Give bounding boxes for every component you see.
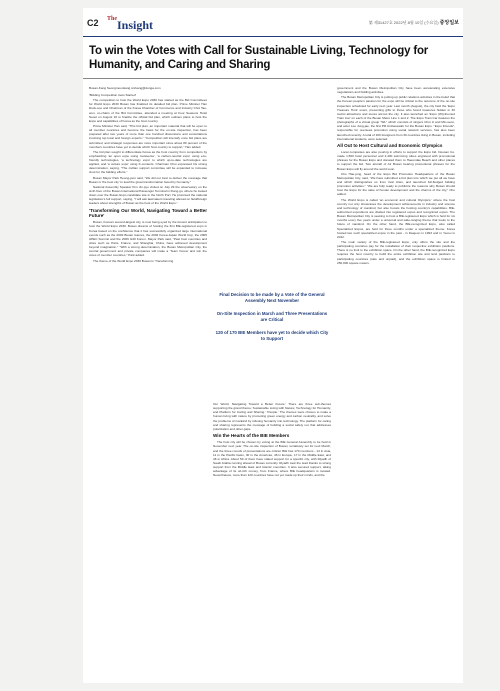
paragraph: Cho Hae-jong, head of the Expo Bid Promotion Headquarters of the Busan Metropolitan City, said, "We have submitted a bid plan into which we put all we have and which distinguishes us from rival cities, and launched full-fledged bidding promotion activities." "We are fully ready to publicize the reasons why Busan should host the Expo for the sake of human development and the charms of the city," Cho added. [337,171,455,197]
masthead [83,18,463,36]
paragraph: The competition to host the World Expo 2030 has started as the Bid Committees for World Expo 2030 Busan has finalized its detailed bid plan. Prime Minister Han Duck-soo and Chairman of the Korea Chamber of Commerce and Industry Choi Tae-won, co-chairs of the Bid Committee, attended a meeting at Four Seasons Hotel Seoul on August 10 to finalize the official bid plan, which outlines plans to host the Expo and capabilities of Korea as the host country. [89,98,207,123]
paragraph: Local companies are also pouring in efforts to support the Expo bid. Doosan Co. made 1,500 hotel personnel and 2,400 swimming tubes engraved with promotional phrases for the Busan Expo and donated them to Haeundae Beach and other places to support the bid. Two aircraft of Air Busan bearing promotional phrases for the Busan Expo will fly around the world soon. [337,150,455,171]
paragraph: National Assembly Speaker Kim Jin-pyo visited on July 29 the observatory on the sixth floor of the Busan International Passenger Terminal in Dong-gu, where he looked down over the Busan Expo candidate site in the North Port. He promised the national legislature's full support, saying, "I will ask lawmakers traveling abroad on field/foreign leaders about strengths of Busan as the host of the World Expo." [89,184,207,206]
paragraph: Our World, Navigating Toward a Better Future.' There are three sub-themes supporting the grand theme: Sustainable Living with Nature; Technology for Humanity; and Platform for Caring and Sharing.' 'People.' The themes were chosen to make a human living with nature by promoting green energy and carbon neutrality, and solve the problems of mankind by infusing humanity into technology. The platform for caring and sharing represents the message of building a social safety net that addresses polarization and other gaps. [213,402,331,431]
pull-quote: 120 of 170 BIE Members have yet to decide which City to Support [215,330,329,341]
paragraph: Busan, Korea's second-largest city, is now being eyed by the fervent anticipation to host the World Expo 2030. Busan dreams of hosting the first BIE-registered expo in Korea based on the confidence that it has successfully organized large international events such as the 2002 Busan Games, the 2002 Korea-Japan World Cup, the 2005 APEC Summit and the 2006 G20 Forum. Mayor Park said, "Past host countries and cities such as Paris, France; and Shanghai, China, have achieved development beyond imagination." "With a strong determination, the Busan Metropolitan City, the central government and private companies will make a 'Team Korea' and win the votes of member countries," Park added. [89,220,207,258]
subheading: 'Transforming Our World, Navigating Toward a Better Future' [89,207,207,219]
subheading: Win the Hearts of the BIE Members [213,433,290,439]
paragraph: Prime Minister Han said, "This bid plan, an important material that will be open to all member countries and become the basis for the on-site inspection, has been prepared after two years of more than one hundred discussions and consultations involving top local and foreign experts." "Competition will intensify once bid plans are submitted, and strategic responses are more important since about 80 percent of the members countries have yet to decide which host country to support," Han added. [89,123,207,149]
paragraph: The bid plan sought to differentiate Korea as the host country from competitors by emphasizing 'an open expo using metaverse', 'a carbon-neutral expo' using eco-friendly technologies, 'a technology expo' to which up-to-date technologies are applied, and 'a culture expo' using K-contents. Chairman Choi expressed his strong determination, saying, "The civilian support committee will be expanded to increase clout for the bidding efforts." [89,149,207,175]
paragraph: The World Expo is called 'an economic and cultural Olympics,' where the host country not only showcases the development achievements in industry and science and technology of mankind, but also boosts the hosting country's capabilities. BIE-authorized expositions are divided into registered expos and recognized expos. The Busan Metropolitan City is seeking to host a BIE-registered Expo which is held for six months every five years under a universal and wide-ranging theme that looks to the future of mankind. On the other hand, the BIE-recognized Expo, also called Specialized Expos, are held for three months under a specialized theme. Korea hosted two such specialized expos in the past - in Daejeon in 1993 and in Yeosu in 2012. [337,197,455,239]
pull-quote: On-Site Inspection in March and Three Presentations are Critical [216,311,328,322]
pull-quote-box [213,292,331,350]
page-number: C2 [87,18,99,28]
issue-date: 第 제31427호 2022년 8월 10일 (수요일) [368,20,439,25]
subheading: All Out to Host Cultural and Economic Olympics [337,142,443,148]
headline: To win the Votes with Call for Sustainable Living, Technology for Humanity, and Caring and Sharing [89,45,429,71]
header-rule [83,36,463,37]
paragraph: The Busan Metropolitan City is putting up public relations activities in the belief that the Korean people's passion for the expo will be critical to the outcome of the on-site inspection scheduled for early next year. Last month (August), the city held the 'Expo Treasure Hunt' event, presenting gifts to those who found treasures hidden in 30 tourist attractions and stores across the city. It also launched an 'Expo (Wi)-themed Train Car' on each of the Busan Metro Line 1 and 2. The Expo Train Car features the photographs of a virtual group "WL" which consists of singers Choi Ji and Min-seon, and actor Lee Jung-jae, the first PR Ambassador for the Busan Expo. "Expo Friends", responsible for overseas promotion using social network services, has also been launched recently. A total of 100 foreigners from 30 countries living in Busan, including international students, were selected. [337,95,455,141]
paragraph: 'Bidding Competition Gets Started' [89,93,137,97]
newspaper-name: 중앙일보 [439,20,459,26]
paragraph: The theme of the World Expo 2030 Busan is 'Transforming [93,258,174,263]
paragraph: The main variety of the BIE-registered Expo, only offers the site and the participating countries pay for the installation of their respective exhibition pavilions. There is no limit to the exhibition space. On the other hand, the BIE-recognized Expo requires the host country to build the entire exhibition site and lend pavilions to participating countries (sale and unpaid), and the exhibition space is limited to 250,000 square meters. [337,239,455,265]
issue-info [369,19,459,26]
paragraph: Busan Mayor Park Heong-joon said, "We did our best to deliver the message that Busan is 'the best city' to lead the great transformation faced by humanity." [89,175,207,184]
paragraph: government and the Busan Metropolitan City have been accelerating extensive negotiations and bidding activities. [337,86,455,95]
newspaper-page [83,8,463,683]
article-column-2 [213,402,331,478]
section-logo [107,16,153,32]
logo-the: The [107,16,118,22]
logo-insight: Insight [117,18,154,32]
pull-quote: Final Decision to be made by a Vote of the General Assembly Next November [219,292,325,303]
article-column-3 [337,86,455,266]
headline-rule [83,78,463,79]
paragraph: The host city will be chosen by voting at the BIE General Assembly to be held in November next year. The on-site inspection of Busan, tentatively set for next March, and the three rounds of presentations are critical. BIE has 170 members - 13 in Asia, 11 in the Pacific basin, 30 in the Americas, 48 in Europe, 17 in the Middle East, and 46 in Africa. About 50 of them have stated support for a specific city, with Riyadh of Saudi Arabia running ahead of Busan currently. Riyadh took the lead thanks to strong support from the Middle East and Islamic countries. It also secured support, taking advantage of its oil-rich money, from France, where BIE headquarters is located. Nevertheless, more than 120 countries have not yet made up their minds, and the [213,440,331,478]
byline: Busan-Kang Seongmoonkang snrkang@donga.com [89,86,161,90]
article-column-1 [89,86,207,264]
